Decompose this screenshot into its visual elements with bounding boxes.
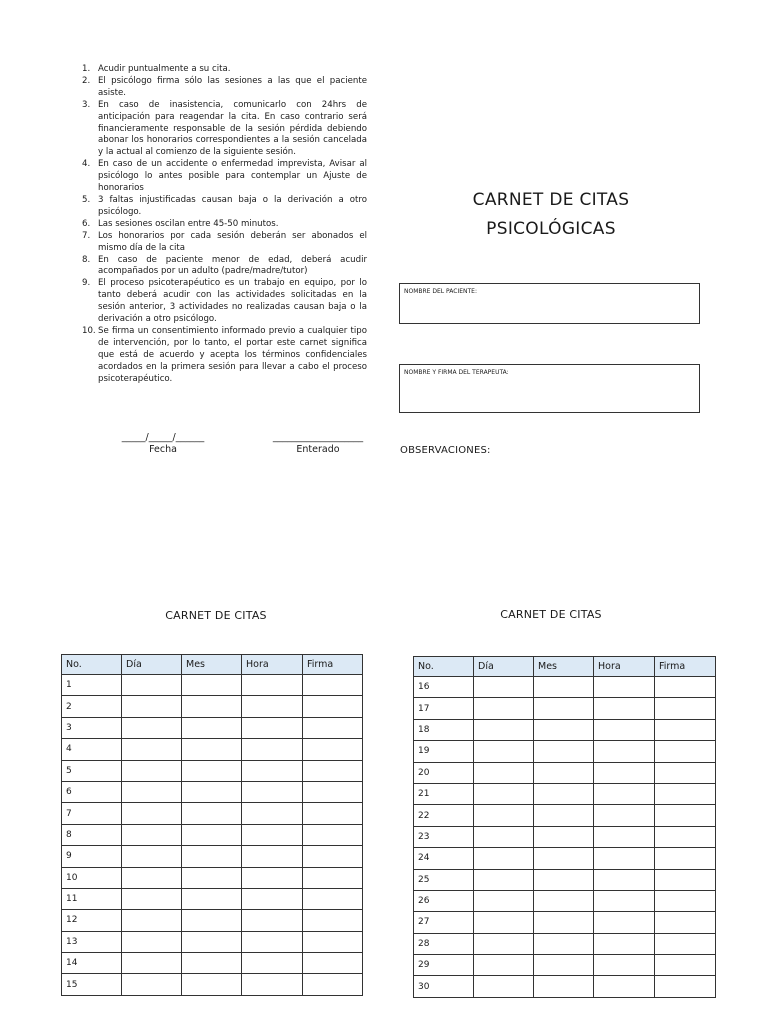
table-cell[interactable] (534, 783, 594, 804)
enterado-signature (268, 432, 368, 456)
column-header: Hora (242, 655, 303, 675)
row-number: 11 (62, 888, 122, 909)
table-row (414, 677, 716, 698)
table-cell[interactable] (303, 846, 363, 867)
rule-number: 4. (82, 159, 91, 170)
table-cell[interactable] (122, 760, 182, 781)
row-number: 9 (62, 846, 122, 867)
table-cell[interactable] (122, 888, 182, 909)
rule-text: En caso de inasistencia, comunicarlo con 24hrs de anticipación para reagendar la cita. En caso contrario será financieramente responsable de la sesión pérdida debiendo abonar los honorarios correspondientes a la sesión cancelada y la actual al comienzo de la siguiente sesión. (98, 99, 367, 158)
table-cell[interactable] (182, 760, 242, 781)
rule-text: En caso de paciente menor de edad, deberá acudir acompañados por un adulto (padre/madre/tutor) (98, 254, 367, 277)
row-number: 20 (414, 762, 474, 783)
table-cell[interactable] (594, 955, 655, 976)
table-row (62, 781, 363, 802)
row-number: 23 (414, 826, 474, 847)
row-number: 30 (414, 976, 474, 997)
table-row (62, 717, 363, 738)
table-cell[interactable] (534, 912, 594, 933)
table-row (414, 912, 716, 933)
table-cell[interactable] (594, 762, 655, 783)
table-row (62, 760, 363, 781)
table-cell[interactable] (655, 762, 716, 783)
table-cell[interactable] (655, 848, 716, 869)
table-row (414, 805, 716, 826)
table-cell[interactable] (474, 677, 534, 698)
row-number: 1 (62, 675, 122, 696)
table-cell[interactable] (242, 953, 303, 974)
appointments-table-left (61, 654, 363, 996)
table-cell[interactable] (182, 846, 242, 867)
table-cell[interactable] (182, 781, 242, 802)
row-number: 28 (414, 933, 474, 954)
rule-text: Se firma un consentimiento informado previo a cualquier tipo de intervención, por lo tanto, el portar este carnet significa que está de acuerdo y acepta los términos confidenciales acordados en la primera sesión para llevar a cabo el proceso psicoterapéutico. (98, 325, 367, 384)
table-cell[interactable] (594, 869, 655, 890)
column-header: Mes (534, 657, 594, 677)
table-cell[interactable] (474, 698, 534, 719)
table-cell[interactable] (655, 677, 716, 698)
table-cell[interactable] (594, 933, 655, 954)
table-cell[interactable] (655, 933, 716, 954)
rule-item (82, 76, 367, 100)
table-cell[interactable] (474, 933, 534, 954)
table-cell[interactable] (534, 719, 594, 740)
table-cell[interactable] (303, 717, 363, 738)
table-row (62, 739, 363, 760)
row-number: 27 (414, 912, 474, 933)
table-cell[interactable] (242, 888, 303, 909)
row-number: 8 (62, 824, 122, 845)
table-cell[interactable] (655, 741, 716, 762)
table-cell[interactable] (534, 890, 594, 911)
rule-item (82, 100, 367, 160)
table-cell[interactable] (242, 781, 303, 802)
table-header-row (414, 657, 716, 677)
table-cell[interactable] (303, 739, 363, 760)
column-header: Mes (182, 655, 242, 675)
table-row (414, 890, 716, 911)
row-number: 29 (414, 955, 474, 976)
table-cell[interactable] (655, 869, 716, 890)
table-cell[interactable] (122, 803, 182, 824)
table-cell[interactable] (182, 974, 242, 995)
table-cell[interactable] (303, 867, 363, 888)
rule-item (82, 219, 367, 231)
table-cell[interactable] (122, 824, 182, 845)
column-header: No. (414, 657, 474, 677)
column-header: No. (62, 655, 122, 675)
table-row (62, 910, 363, 931)
table-row (62, 824, 363, 845)
row-number: 14 (62, 953, 122, 974)
table-cell[interactable] (182, 931, 242, 952)
table-cell[interactable] (303, 696, 363, 717)
row-number: 17 (414, 698, 474, 719)
table-cell[interactable] (474, 805, 534, 826)
table-cell[interactable] (534, 933, 594, 954)
table-cell[interactable] (242, 824, 303, 845)
table-cell[interactable] (122, 717, 182, 738)
column-header: Hora (594, 657, 655, 677)
table-cell[interactable] (242, 675, 303, 696)
table-cell[interactable] (122, 867, 182, 888)
table-cell[interactable] (655, 719, 716, 740)
table-cell[interactable] (303, 888, 363, 909)
table-cell[interactable] (474, 890, 534, 911)
table-cell[interactable] (534, 955, 594, 976)
rule-number: 10. (82, 325, 96, 336)
rule-number: 3. (82, 99, 91, 110)
table-cell[interactable] (594, 848, 655, 869)
table-cell[interactable] (534, 762, 594, 783)
table-cell[interactable] (122, 675, 182, 696)
table-row (414, 762, 716, 783)
table-cell[interactable] (242, 974, 303, 995)
table-cell[interactable] (182, 675, 242, 696)
table-cell[interactable] (122, 974, 182, 995)
table-cell[interactable] (182, 953, 242, 974)
rule-text: Las sesiones oscilan entre 45-50 minutos. (98, 218, 279, 229)
table-cell[interactable] (242, 867, 303, 888)
rule-item (82, 255, 367, 279)
table-cell[interactable] (474, 741, 534, 762)
table-cell[interactable] (182, 824, 242, 845)
table-cell[interactable] (474, 869, 534, 890)
column-header: Firma (303, 655, 363, 675)
row-number: 19 (414, 741, 474, 762)
table-cell[interactable] (182, 739, 242, 760)
table-cell[interactable] (182, 696, 242, 717)
table-row (62, 675, 363, 696)
row-number: 25 (414, 869, 474, 890)
row-number: 5 (62, 760, 122, 781)
rule-text: Acudir puntualmente a su cita. (98, 64, 231, 74)
table-cell[interactable] (242, 739, 303, 760)
table-row (414, 698, 716, 719)
table-cell[interactable] (122, 953, 182, 974)
table-cell[interactable] (534, 869, 594, 890)
rule-text: El proceso psicoterapéutico es un trabajo en equipo, por lo tanto deberá acudir con las actividades solicitadas en la sesión anterior, 3 actividades no realizadas causan baja o la derivación a otro psicólogo. (98, 278, 367, 325)
left-table-title: CARNET DE CITAS (165, 609, 267, 622)
row-number: 24 (414, 848, 474, 869)
table-row (414, 741, 716, 762)
rule-number: 7. (82, 230, 91, 241)
table-row (414, 869, 716, 890)
table-row (414, 955, 716, 976)
table-cell[interactable] (242, 760, 303, 781)
table-cell[interactable] (242, 846, 303, 867)
rule-number: 8. (82, 254, 91, 265)
table-cell[interactable] (655, 912, 716, 933)
table-cell[interactable] (474, 783, 534, 804)
table-cell[interactable] (534, 805, 594, 826)
table-cell[interactable] (655, 698, 716, 719)
table-cell[interactable] (303, 910, 363, 931)
table-cell[interactable] (534, 826, 594, 847)
row-number: 7 (62, 803, 122, 824)
table-cell[interactable] (655, 890, 716, 911)
row-number: 12 (62, 910, 122, 931)
rule-item (82, 195, 367, 219)
table-cell[interactable] (534, 677, 594, 698)
table-cell[interactable] (182, 888, 242, 909)
table-cell[interactable] (242, 717, 303, 738)
rule-number: 2. (82, 75, 91, 86)
table-cell[interactable] (474, 848, 534, 869)
table-cell[interactable] (534, 698, 594, 719)
rules-list (82, 64, 367, 385)
date-line: _____/_____/______ (121, 432, 205, 443)
table-row (62, 974, 363, 995)
table-row (62, 696, 363, 717)
table-cell[interactable] (182, 867, 242, 888)
row-number: 6 (62, 781, 122, 802)
table-cell[interactable] (655, 783, 716, 804)
table-cell[interactable] (303, 931, 363, 952)
table-row (62, 867, 363, 888)
table-cell[interactable] (594, 826, 655, 847)
table-cell[interactable] (594, 741, 655, 762)
table-cell[interactable] (655, 955, 716, 976)
table-row (414, 783, 716, 804)
table-cell[interactable] (122, 696, 182, 717)
patient-name-field[interactable] (399, 283, 700, 324)
table-cell[interactable] (655, 805, 716, 826)
rule-text: Los honorarios por cada sesión deberán ser abonados el mismo día de la cita (98, 230, 367, 253)
table-cell[interactable] (303, 803, 363, 824)
table-cell[interactable] (594, 783, 655, 804)
table-cell[interactable] (303, 760, 363, 781)
table-row (62, 803, 363, 824)
column-header: Día (474, 657, 534, 677)
table-row (414, 826, 716, 847)
table-cell[interactable] (474, 826, 534, 847)
rule-text: El psicólogo firma sólo las sesiones a las que el paciente asiste. (98, 75, 367, 98)
rule-item (82, 231, 367, 255)
table-cell[interactable] (594, 677, 655, 698)
cover-title-line2: PSICOLÓGICAS (486, 219, 616, 239)
table-cell[interactable] (242, 803, 303, 824)
rule-text: 3 faltas injustificadas causan baja o la derivación a otro psicólogo. (98, 194, 367, 217)
table-cell[interactable] (122, 846, 182, 867)
table-cell[interactable] (594, 976, 655, 997)
table-cell[interactable] (474, 976, 534, 997)
table-cell[interactable] (182, 717, 242, 738)
enterado-line: ___________________ (272, 432, 364, 443)
rule-number: 1. (82, 64, 91, 74)
table-row (62, 846, 363, 867)
rule-number: 6. (82, 218, 91, 229)
table-cell[interactable] (594, 698, 655, 719)
table-cell[interactable] (303, 953, 363, 974)
table-cell[interactable] (534, 976, 594, 997)
table-row (62, 953, 363, 974)
rule-number: 9. (82, 278, 91, 289)
row-number: 3 (62, 717, 122, 738)
table-header-row (62, 655, 363, 675)
rule-item (82, 64, 367, 76)
table-cell[interactable] (303, 781, 363, 802)
table-cell[interactable] (122, 781, 182, 802)
table-cell[interactable] (534, 848, 594, 869)
table-cell[interactable] (655, 826, 716, 847)
cover-title-line1: CARNET DE CITAS (472, 190, 630, 210)
appointments-table-right (413, 656, 716, 998)
table-cell[interactable] (594, 719, 655, 740)
table-cell[interactable] (242, 931, 303, 952)
table-row (62, 888, 363, 909)
table-row (414, 719, 716, 740)
row-number: 13 (62, 931, 122, 952)
column-header: Día (122, 655, 182, 675)
row-number: 18 (414, 719, 474, 740)
table-cell[interactable] (474, 955, 534, 976)
table-cell[interactable] (594, 912, 655, 933)
table-cell[interactable] (474, 719, 534, 740)
therapist-label: NOMBRE Y FIRMA DEL TERAPEUTA: (404, 369, 509, 376)
column-header: Firma (655, 657, 716, 677)
row-number: 2 (62, 696, 122, 717)
row-number: 22 (414, 805, 474, 826)
row-number: 15 (62, 974, 122, 995)
table-cell[interactable] (534, 741, 594, 762)
table-row (62, 931, 363, 952)
therapist-field[interactable] (399, 364, 700, 413)
observations-label: OBSERVACIONES: (400, 445, 491, 456)
row-number: 10 (62, 867, 122, 888)
table-cell[interactable] (303, 974, 363, 995)
table-cell[interactable] (182, 910, 242, 931)
table-cell[interactable] (594, 890, 655, 911)
date-signature (108, 432, 218, 456)
rule-item (82, 326, 367, 386)
table-cell[interactable] (594, 805, 655, 826)
table-cell[interactable] (122, 910, 182, 931)
table-cell[interactable] (242, 696, 303, 717)
table-cell[interactable] (122, 931, 182, 952)
table-cell[interactable] (182, 803, 242, 824)
rule-text: En caso de un accidente o enfermedad imprevista, Avisar al psicólogo lo antes posible para contemplar un Ajuste de honorarios (98, 159, 367, 194)
table-row (414, 933, 716, 954)
rule-number: 5. (82, 194, 91, 205)
row-number: 26 (414, 890, 474, 911)
table-cell[interactable] (474, 762, 534, 783)
row-number: 4 (62, 739, 122, 760)
rule-item (82, 159, 367, 195)
table-cell[interactable] (655, 976, 716, 997)
table-cell[interactable] (474, 912, 534, 933)
row-number: 16 (414, 677, 474, 698)
right-table-title: CARNET DE CITAS (500, 608, 602, 621)
table-cell[interactable] (303, 824, 363, 845)
patient-name-label: NOMBRE DEL PACIENTE: (404, 288, 477, 295)
table-row (414, 976, 716, 997)
enterado-label: Enterado (296, 444, 340, 455)
table-row (414, 848, 716, 869)
table-cell[interactable] (122, 739, 182, 760)
table-cell[interactable] (242, 910, 303, 931)
rule-item (82, 278, 367, 326)
table-cell[interactable] (303, 675, 363, 696)
date-label: Fecha (149, 444, 177, 455)
row-number: 21 (414, 783, 474, 804)
